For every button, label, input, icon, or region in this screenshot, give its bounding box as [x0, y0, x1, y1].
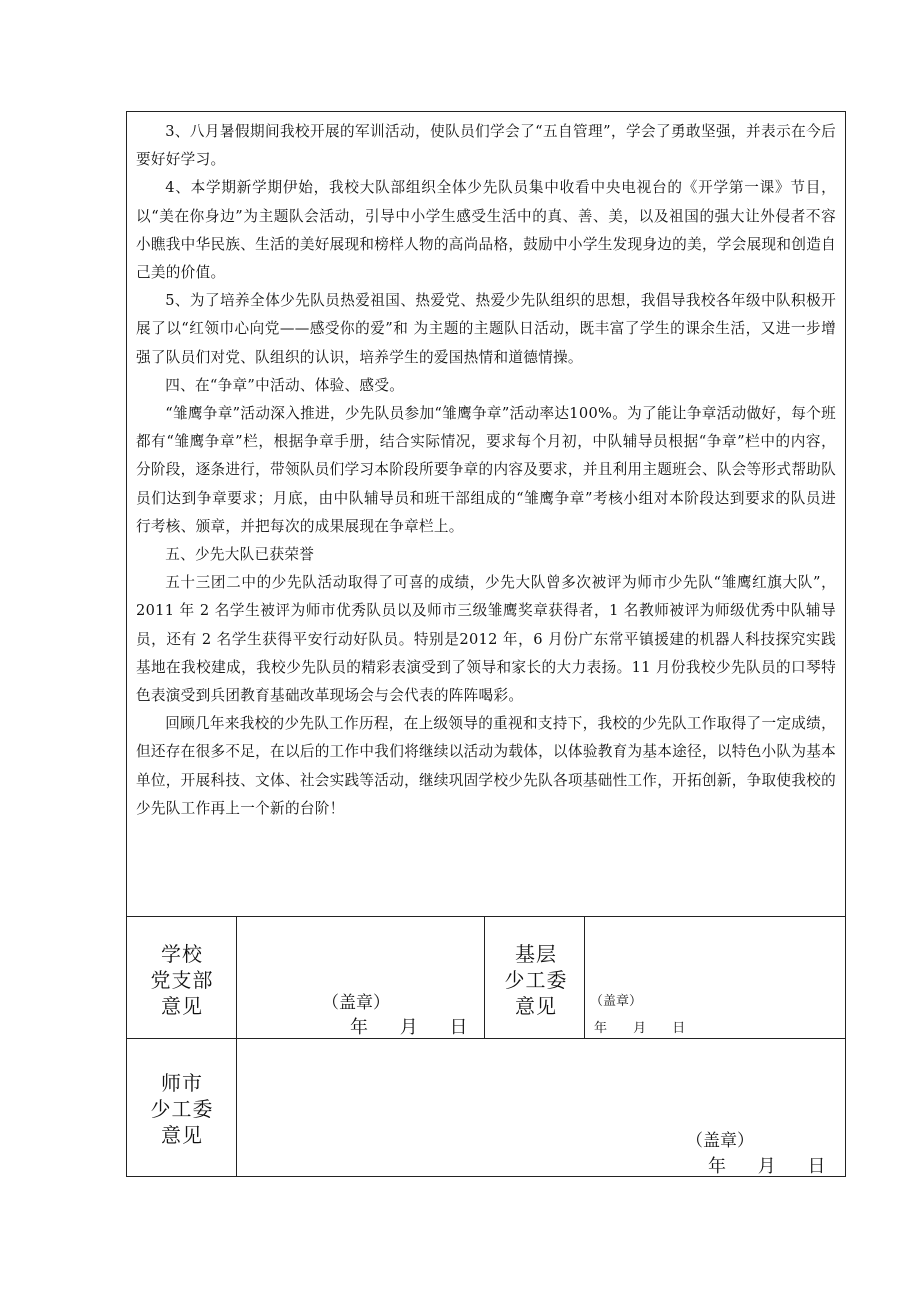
row-divider-1 — [126, 916, 846, 917]
grassroots-date: 年 月 日 — [594, 1021, 686, 1036]
section-heading: 五、少先大队已获荣誉 — [165, 546, 315, 564]
grassroots-stamp: （盖章） — [590, 994, 643, 1009]
city-committee-label: 师市 少工委 意见 — [150, 1071, 214, 1147]
grassroots-label: 基层 少工委 意见 — [504, 942, 568, 1018]
paragraph: 5、为了培养全体少先队员热爱祖国、热爱党、热爱少先队组织的思想，我倡导我校各年级中队积极开展了以“红领巾心向党——感受你的爱”和 为主题的主题队日活动，既丰富了学生的课余生活，又进一步增强了队员们对党、队组织的认识，培养学生的爱国热情和道德情操。 — [136, 292, 836, 366]
city-committee-date: 年 月 日 — [708, 1156, 826, 1177]
col-divider-right — [584, 916, 585, 1038]
col-divider-left-top — [236, 916, 237, 1177]
school-party-label: 学校 党支部 意见 — [150, 942, 214, 1018]
col-divider-mid — [484, 916, 485, 1038]
paragraph: 五十三团二中的少先队活动取得了可喜的成绩，少先大队曾多次被评为师市少先队“雏鹰红旗大队”，2011 年 2 名学生被评为师市优秀队员以及师市三级雏鹰奖章获得者，1 名教师被评为师级优秀中队辅导员，还有 2 名学生获得平安行动好队员。特别是2012 年，6 月份广东常平镇援建的机器人科技探究实践基地在我校建成，我校少先队员的精彩表演受到了领导和家长的大力表扬。11 月份我校少先队员的口琴特色表演受到兵团教育基础改革现场会与会代表的阵阵喝彩。 — [136, 574, 836, 705]
paragraph: 回顾几年来我校的少先队工作历程，在上级领导的重视和支持下，我校的少先队工作取得了一定成绩，但还存在很多不足，在以后的工作中我们将继续以活动为载体，以体验教育为基本途径，以特色小队为基本单位，开展科技、文体、社会实践等活动，继续巩固学校少先队各项基础性工作，开拓创新，争取使我校的少先队工作再上一个新的台阶！ — [136, 715, 837, 817]
school-party-stamp: （盖章） — [322, 993, 390, 1013]
paragraph: 4、本学期新学期伊始，我校大队部组织全体少先队员集中收看中央电视台的《开学第一课》节目，以“美在你身边”为主题队会活动，引导中小学生感受生活中的真、善、美，以及祖国的强大让外侵者不容小瞧我中华民族、生活的美好展现和榜样人物的高尚品格，鼓励中小学生发现身边的美，学会展现和创造自己美的价值。 — [136, 179, 837, 282]
city-committee-stamp: （盖章） — [686, 1131, 754, 1151]
row-divider-2 — [126, 1038, 846, 1039]
report-body — [136, 118, 836, 823]
paragraph: “雏鹰争章”活动深入推进，少先队员参加“雏鹰争章”活动率达100%。为了能让争章活动做好，每个班都有“雏鹰争章”栏，根据争章手册，结合实际情况，要求每个月初，中队辅导员根据“争章”栏中的内容，分阶段，逐条进行，带领队员们学习本阶段所要争章的内容及要求，并且利用主题班会、队会等形式帮助队员们达到争章要求；月底，由中队辅导员和班干部组成的“雏鹰争章”考核小组对本阶段达到要求的队员进行考核、颁章，并把每次的成果展现在争章栏上。 — [136, 405, 837, 535]
paragraph: 3、八月暑假期间我校开展的军训活动，使队员们学会了“五自管理”，学会了勇敢坚强，并表示在今后要好好学习。 — [136, 123, 836, 169]
section-heading: 四、在“争章”中活动、体验、感受。 — [165, 376, 405, 394]
school-party-date: 年 月 日 — [350, 1017, 468, 1038]
